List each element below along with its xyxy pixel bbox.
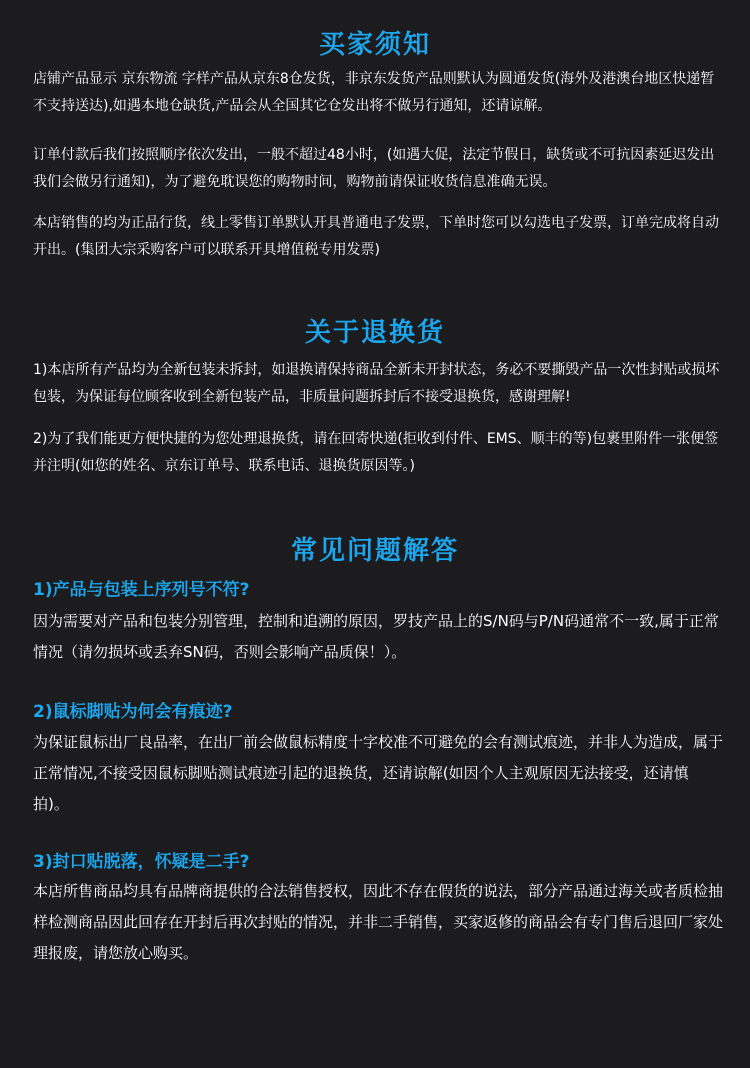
notice-paragraph-dispatch: 订单付款后我们按照顺序依次发出，一般不超过48小时，(如遇大促，法定节假日，缺货或不可抗因素延迟发出我们会做另行通知)，为了避免耽误您的购物时间，购物前请保证收货信息准确无误。 [33,147,715,190]
notice-paragraph-shipping: 店铺产品显示 京东物流 字样产品从京东8仓发货，非京东发货产品则默认为圆通发货(海外及港澳台地区快递暂不支持送达),如遇本地仓缺货,产品会从全国其它仓发出将不做另行通知，还请谅解。 [33,71,715,114]
faq-question-serial: 1)产品与包装上序列号不符? [33,580,250,600]
faq-answer-feet: 为保证鼠标出厂良品率，在出厂前会做鼠标精度十字校准不可避免的会有测试痕迹，并非人为造成，属于正常情况,不接受因鼠标脚贴测试痕迹引起的退换货，还请谅解(如因个人主观原因无法接受，还请慎拍)。 [33,733,724,813]
notice-paragraph-invoice: 本店销售的均为正品行货，线上零售订单默认开具普通电子发票，下单时您可以勾选电子发票，订单完成将自动开出。(集团大宗采购客户可以联系开具增值税专用发票) [33,215,719,258]
returns-paragraph-process: 2)为了我们能更方便快捷的为您处理退换货，请在回寄快递(拒收到付件、EMS、顺丰的等)包裹里附件一张便签并注明(如您的姓名、京东订单号、联系电话、退换货原因等。) [33,431,719,474]
faq-question-seal: 3)封口贴脱落，怀疑是二手? [33,852,250,872]
faq-question-feet: 2)鼠标脚贴为何会有痕迹? [33,702,233,722]
buyer-notice-title: 买家须知 [318,30,431,60]
faq-title: 常见问题解答 [290,536,459,566]
returns-title: 关于退换货 [304,318,445,348]
faq-answer-seal: 本店所售商品均具有品牌商提供的合法销售授权，因此不存在假货的说法，部分产品通过海关或者质检抽样检测商品因此回存在开封后再次封贴的情况，并非二手销售，买家返修的商品会有专门售后退回厂家处理报废，请您放心购买。 [33,882,724,962]
returns-paragraph-packaging: 1)本店所有产品均为全新包装未拆封，如退换请保持商品全新未开封状态，务必不要撕毁产品一次性封贴或损坏包装，为保证每位顾客收到全新包装产品，非质量问题拆封后不接受退换货，感谢理解! [33,362,720,405]
faq-answer-serial: 因为需要对产品和包装分别管理，控制和追溯的原因，罗技产品上的S/N码与P/N码通常不一致,属于正常情况（请勿损坏或丢弃SN码，否则会影响产品质保！）。 [33,612,719,661]
